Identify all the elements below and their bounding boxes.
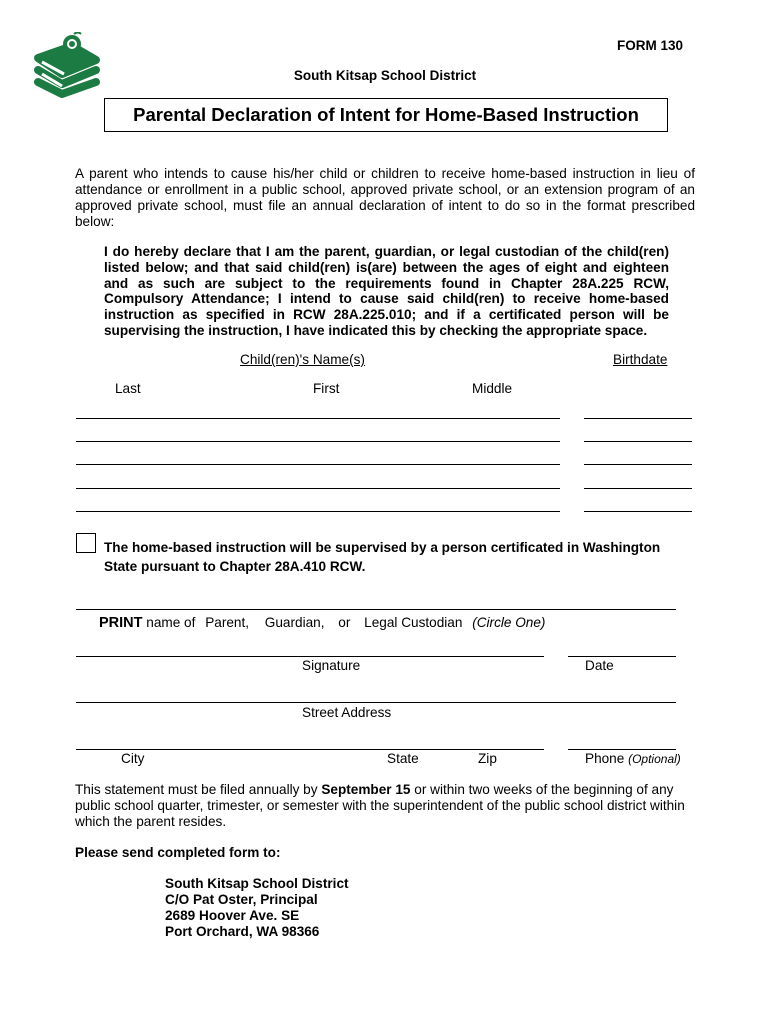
declaration-paragraph: I do hereby declare that I am the parent, guardian, or legal custodian of the child(ren) listed below; and that said child(ren) is(are) between the ages of eight and eighteen and as such are subject to the requirements found in Chapter 28A.225 RCW, Compulsory Attendance; I intend to cause said child(ren) to receive home-based instruction as specified in RCW 28A.225.010; and if a certificated person will be supervising the instruction, I have indicated this by checking the appropriate space. <box>104 244 669 338</box>
district-logo <box>28 32 104 98</box>
certificated-statement: The home-based instruction will be supervised by a person certificated in Washington State pursuant to Chapter 28A.410 RCW. <box>104 540 661 574</box>
city-label: City <box>121 751 145 766</box>
state-label: State <box>387 751 419 766</box>
print-name-line[interactable] <box>76 609 676 610</box>
child-name-line[interactable] <box>76 511 560 512</box>
signature-label: Signature <box>302 658 361 673</box>
child-birthdate-line[interactable] <box>584 464 692 465</box>
send-to-heading: Please send completed form to: <box>75 845 281 860</box>
last-name-label: Last <box>115 381 141 396</box>
child-birthdate-line[interactable] <box>584 511 692 512</box>
certificated-checkbox[interactable] <box>76 533 96 553</box>
form-title <box>104 98 668 132</box>
optional-note: (Optional) <box>628 752 681 766</box>
filing-text-after: or within two weeks of the beginning of any public school quarter, trimester, or semester with the superintendent of the public school district within which the parent resides. <box>75 782 685 829</box>
zip-label: Zip <box>478 751 497 766</box>
date-line[interactable] <box>568 656 676 657</box>
child-name-line[interactable] <box>76 441 560 442</box>
filing-instructions <box>75 782 695 830</box>
first-name-label: First <box>313 381 340 396</box>
child-birthdate-line[interactable] <box>584 441 692 442</box>
signature-line[interactable] <box>76 656 544 657</box>
birthdate-header: Birthdate <box>613 352 668 367</box>
print-label: PRINT <box>99 615 143 631</box>
children-names-header: Child(ren)'s Name(s) <box>240 352 365 367</box>
phone-label: Phone <box>585 751 625 766</box>
child-name-line[interactable] <box>76 418 560 419</box>
city-state-zip-line[interactable] <box>76 749 544 750</box>
child-birthdate-line[interactable] <box>584 418 692 419</box>
form-title-text: Parental Declaration of Intent for Home-Based Instruction <box>133 104 639 125</box>
district-name: South Kitsap School District <box>293 68 477 83</box>
phone-caption <box>585 751 681 766</box>
phone-line[interactable] <box>568 749 676 750</box>
filing-text-before: This statement must be filed annually by <box>75 782 322 797</box>
child-name-line[interactable] <box>76 464 560 465</box>
filing-deadline: September 15 <box>321 782 411 797</box>
address-line-2: C/O Pat Oster, Principal <box>165 892 318 907</box>
child-name-line[interactable] <box>76 488 560 489</box>
date-label: Date <box>585 658 614 673</box>
print-name-caption <box>99 615 545 631</box>
child-birthdate-line[interactable] <box>584 488 692 489</box>
books-apple-logo-icon <box>28 32 104 98</box>
legal-custodian-option[interactable]: Legal Custodian <box>364 615 463 630</box>
street-address-line[interactable] <box>76 702 676 703</box>
circle-one-note: (Circle One) <box>472 615 546 630</box>
address-line-3: 2689 Hoover Ave. SE <box>165 908 300 923</box>
middle-name-label: Middle <box>472 381 513 396</box>
guardian-option[interactable]: Guardian, <box>264 615 325 630</box>
address-line-1: South Kitsap School District <box>165 876 349 891</box>
name-of-label: name of <box>146 615 196 630</box>
form-number: FORM 130 <box>617 38 684 53</box>
intro-paragraph: A parent who intends to cause his/her child or children to receive home-based instruction in lieu of attendance or enrollment in a public school, approved private school, or an extension program of an approved private school, must file an annual declaration of intent to do so in the format prescribed below: <box>75 166 695 229</box>
mailing-address <box>165 876 349 940</box>
address-line-4: Port Orchard, WA 98366 <box>165 924 320 939</box>
parent-option[interactable]: Parent, <box>205 615 250 630</box>
street-address-label: Street Address <box>302 705 392 720</box>
or-label: or <box>338 615 351 630</box>
